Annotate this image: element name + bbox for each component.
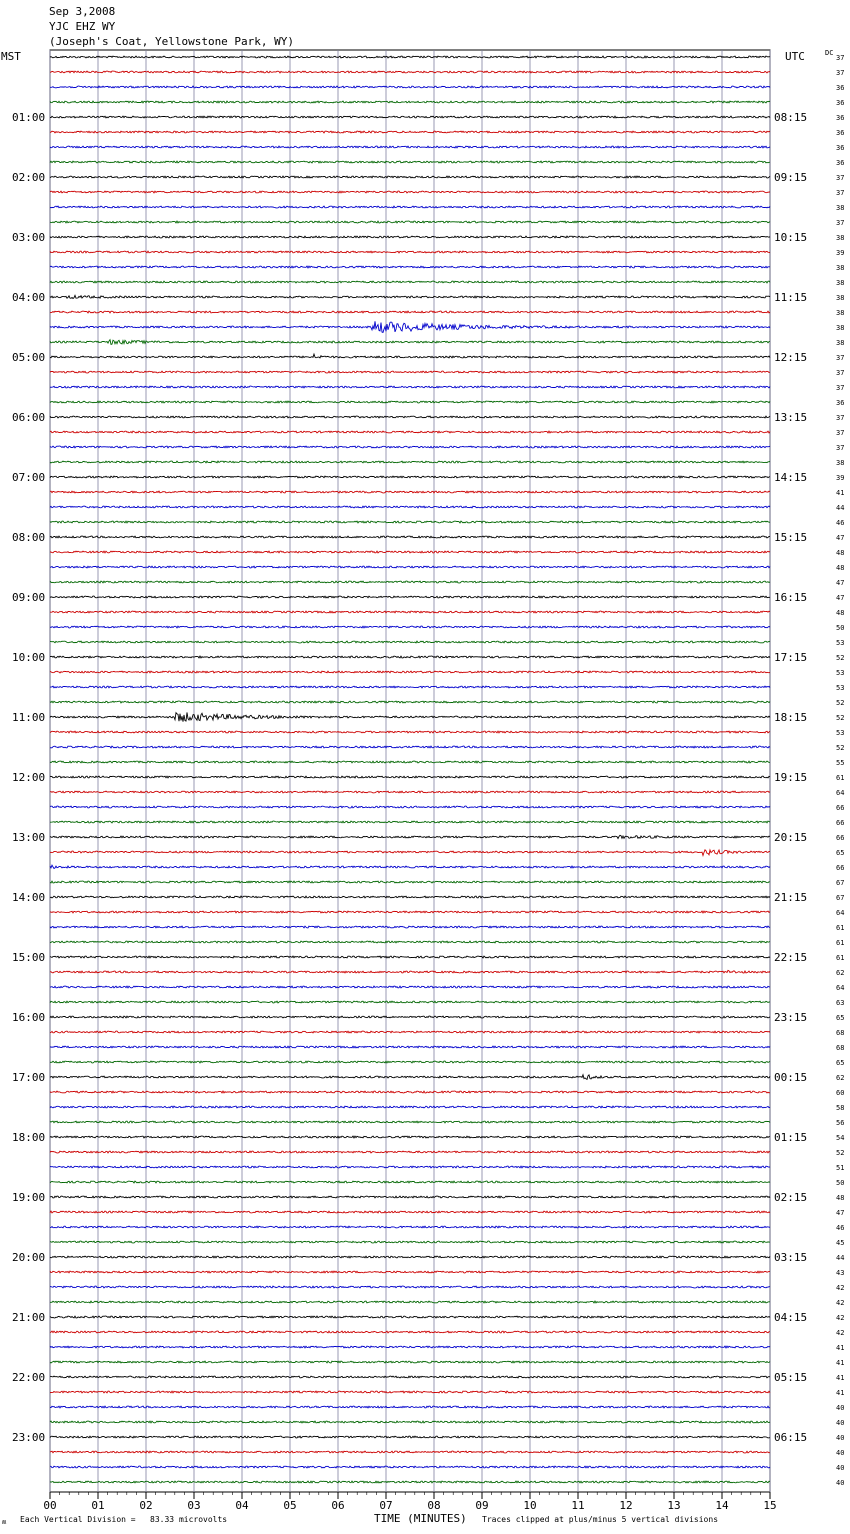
seismic-trace (50, 206, 770, 208)
seismic-trace (50, 941, 770, 943)
x-tick-label: 13 (667, 1499, 681, 1512)
seismic-trace (50, 1391, 770, 1393)
right-hour-label: 21:15 (774, 891, 808, 904)
right-hour-label: 10:15 (774, 231, 808, 244)
dc-offset-value: 45 (836, 1239, 845, 1247)
seismic-trace (50, 1346, 770, 1348)
seismic-trace (50, 116, 770, 118)
seismic-trace (50, 566, 770, 568)
dc-offset-value: 64 (836, 789, 845, 797)
seismic-trace (50, 1481, 770, 1483)
seismic-trace (50, 1121, 770, 1123)
dc-offset-value: 38 (836, 459, 845, 467)
left-hour-label: 12:00 (12, 771, 46, 784)
seismic-trace (50, 1046, 770, 1048)
seismic-trace (50, 521, 770, 523)
seismic-trace (50, 641, 770, 643)
corner-mark: ʍ (2, 1518, 7, 1526)
dc-offset-value: 40 (836, 1479, 845, 1487)
dc-offset-value: 65 (836, 1014, 845, 1022)
dc-offset-value: 64 (836, 909, 845, 917)
dc-offset-value: 44 (836, 504, 845, 512)
seismic-trace (50, 416, 770, 418)
right-hour-label: 17:15 (774, 651, 808, 664)
seismic-trace (50, 1466, 770, 1468)
right-hour-label: 14:15 (774, 471, 808, 484)
dc-offset-value: 53 (836, 669, 845, 677)
x-tick-label: 02 (139, 1499, 153, 1512)
seismic-trace (50, 850, 770, 856)
dc-offset-value: 40 (836, 1434, 845, 1442)
dc-offset-value: 65 (836, 1059, 845, 1067)
left-hour-label: 17:00 (12, 1071, 46, 1084)
left-hour-label: 22:00 (12, 1371, 46, 1384)
scale-note: Each Vertical Division = 83.33 microvolts (20, 1515, 228, 1524)
seismic-trace (50, 371, 770, 373)
x-tick-label: 09 (475, 1499, 489, 1512)
dc-offset-value: 42 (836, 1329, 845, 1337)
dc-offset-value: 61 (836, 939, 845, 947)
dc-offset-value: 38 (836, 234, 845, 242)
dc-offset-value: 37 (836, 369, 845, 377)
dc-offset-value: 36 (836, 399, 845, 407)
seismic-trace (50, 1406, 770, 1408)
dc-offset-value: 41 (836, 1359, 845, 1367)
seismic-trace (50, 626, 770, 628)
right-hour-label: 00:15 (774, 1071, 808, 1084)
left-hour-label: 20:00 (12, 1251, 46, 1264)
left-hour-label: 15:00 (12, 951, 46, 964)
seismic-trace (50, 1181, 770, 1183)
dc-offset-value: 48 (836, 609, 845, 617)
dc-offset-value: 56 (836, 1119, 845, 1127)
right-hour-label: 22:15 (774, 951, 808, 964)
seismic-trace (50, 321, 770, 332)
seismic-trace (50, 401, 770, 403)
dc-offset-value: 37 (836, 384, 845, 392)
dc-offset-value: 67 (836, 879, 845, 887)
seismic-trace (50, 191, 770, 193)
seismic-trace (50, 311, 770, 313)
seismic-trace (50, 776, 770, 778)
left-hour-label: 10:00 (12, 651, 46, 664)
dc-offset-value: 40 (836, 1449, 845, 1457)
left-hour-label: 01:00 (12, 111, 46, 124)
dc-offset-value: 47 (836, 594, 845, 602)
x-tick-label: 04 (235, 1499, 249, 1512)
dc-offset-value: 60 (836, 1089, 845, 1097)
left-hour-label: 11:00 (12, 711, 46, 724)
seismic-trace (50, 1361, 770, 1363)
record-date: Sep 3,2008 (49, 5, 116, 18)
dc-offset-value: 58 (836, 1104, 845, 1112)
dc-offset-value: 52 (836, 699, 845, 707)
dc-offset-value: 52 (836, 744, 845, 752)
dc-offset-value: 66 (836, 834, 845, 842)
right-hour-label: 23:15 (774, 1011, 808, 1024)
dc-offset-value: 53 (836, 729, 845, 737)
dc-offset-value: 46 (836, 519, 845, 527)
x-tick-label: 07 (379, 1499, 393, 1512)
seismic-trace (50, 1256, 770, 1258)
dc-offset-value: 52 (836, 654, 845, 662)
seismic-trace (50, 506, 770, 508)
dc-offset-value: 38 (836, 294, 845, 302)
seismic-trace (50, 340, 770, 345)
dc-offset-value: 67 (836, 894, 845, 902)
dc-offset-value: 37 (836, 219, 845, 227)
seismic-trace (50, 956, 770, 958)
x-tick-label: 15 (763, 1499, 777, 1512)
left-hour-label: 16:00 (12, 1011, 46, 1024)
right-hour-label: 20:15 (774, 831, 808, 844)
dc-offset-value: 38 (836, 309, 845, 317)
left-hour-label: 03:00 (12, 231, 46, 244)
x-tick-label: 01 (91, 1499, 105, 1512)
seismic-trace (50, 821, 770, 823)
x-tick-label: 10 (523, 1499, 537, 1512)
seismic-trace (50, 1286, 770, 1288)
seismic-trace (50, 1166, 770, 1168)
x-tick-label: 06 (331, 1499, 345, 1512)
seismic-trace (50, 746, 770, 748)
dc-offset-value: 63 (836, 999, 845, 1007)
dc-offset-value: 46 (836, 1224, 845, 1232)
left-hour-label: 08:00 (12, 531, 46, 544)
dc-offset-value: 61 (836, 954, 845, 962)
dc-offset-value: 38 (836, 204, 845, 212)
dc-offset-value: 47 (836, 579, 845, 587)
seismic-trace (50, 1136, 770, 1138)
dc-offset-value: 68 (836, 1029, 845, 1037)
seismic-trace (50, 176, 770, 178)
dc-offset-value: 37 (836, 414, 845, 422)
dc-offset-value: 44 (836, 1254, 845, 1262)
seismic-trace (50, 656, 770, 658)
right-hour-label: 09:15 (774, 171, 808, 184)
seismic-trace (50, 71, 770, 73)
dc-offset-value: 36 (836, 84, 845, 92)
seismic-trace (50, 161, 770, 163)
dc-offset-value: 41 (836, 1389, 845, 1397)
right-hour-label: 04:15 (774, 1311, 808, 1324)
dc-offset-value: 37 (836, 354, 845, 362)
seismic-trace (50, 596, 770, 598)
dc-offset-value: 37 (836, 444, 845, 452)
right-hour-label: 08:15 (774, 111, 808, 124)
seismic-trace (50, 806, 770, 808)
seismic-trace (50, 1031, 770, 1033)
dc-offset-value: 61 (836, 924, 845, 932)
dc-offset-value: 36 (836, 159, 845, 167)
dc-offset-value: 37 (836, 69, 845, 77)
dc-offset-value: 43 (836, 1269, 845, 1277)
seismic-trace (50, 686, 770, 688)
right-hour-label: 16:15 (774, 591, 808, 604)
dc-offset-value: 50 (836, 1179, 845, 1187)
seismic-trace (50, 1301, 770, 1303)
left-hour-label: 07:00 (12, 471, 46, 484)
seismic-trace (50, 731, 770, 733)
right-hour-label: 11:15 (774, 291, 808, 304)
seismic-trace (50, 281, 770, 283)
left-hour-label: 19:00 (12, 1191, 46, 1204)
left-hour-label: 14:00 (12, 891, 46, 904)
seismic-trace (50, 1075, 770, 1080)
dc-offset-value: 65 (836, 849, 845, 857)
right-hour-label: 06:15 (774, 1431, 808, 1444)
left-hour-label: 18:00 (12, 1131, 46, 1144)
dc-offset-value: 37 (836, 54, 845, 62)
left-hour-label: 04:00 (12, 291, 46, 304)
left-hour-label: 06:00 (12, 411, 46, 424)
seismic-trace (50, 295, 770, 298)
seismic-trace (50, 56, 770, 58)
x-axis-label: TIME (MINUTES) (374, 1512, 467, 1525)
seismic-trace (50, 131, 770, 133)
seismic-trace (50, 491, 770, 493)
right-hour-label: 03:15 (774, 1251, 808, 1264)
x-tick-label: 03 (187, 1499, 201, 1512)
left-hour-label: 09:00 (12, 591, 46, 604)
dc-offset-value: 42 (836, 1299, 845, 1307)
seismic-trace (50, 1316, 770, 1318)
dc-offset-value: 48 (836, 549, 845, 557)
dc-offset-value: 36 (836, 114, 845, 122)
seismic-trace (50, 611, 770, 613)
seismic-trace (50, 1436, 770, 1438)
left-hour-label: 23:00 (12, 1431, 46, 1444)
seismic-trace (50, 896, 770, 898)
dc-offset-value: 62 (836, 969, 845, 977)
seismic-trace (50, 1091, 770, 1093)
dc-offset-value: 38 (836, 279, 845, 287)
seismic-trace (50, 1376, 770, 1378)
seismic-trace (50, 386, 770, 388)
dc-offset-value: 37 (836, 189, 845, 197)
seismic-trace (50, 1421, 770, 1423)
dc-offset-value: 47 (836, 534, 845, 542)
seismic-trace (50, 251, 770, 253)
seismic-trace (50, 1226, 770, 1228)
seismic-trace (50, 446, 770, 448)
seismic-trace (50, 86, 770, 88)
x-tick-label: 08 (427, 1499, 441, 1512)
seismic-trace (50, 1001, 770, 1003)
dc-offset-value: 66 (836, 864, 845, 872)
dc-offset-value: 36 (836, 99, 845, 107)
seismic-trace (50, 146, 770, 148)
dc-offset-value: 41 (836, 1344, 845, 1352)
seismic-trace (50, 1061, 770, 1063)
seismic-trace (50, 1451, 770, 1453)
dc-offset-value: 48 (836, 1194, 845, 1202)
left-hour-label: 05:00 (12, 351, 46, 364)
left-hour-label: 21:00 (12, 1311, 46, 1324)
seismic-trace (50, 431, 770, 433)
seismic-trace (50, 536, 770, 538)
dc-offset-value: 54 (836, 1134, 845, 1142)
right-hour-label: 15:15 (774, 531, 808, 544)
seismic-trace (50, 1271, 770, 1273)
x-tick-label: 14 (715, 1499, 729, 1512)
dc-offset-value: 39 (836, 249, 845, 257)
seismic-trace (50, 881, 770, 883)
seismic-trace (50, 671, 770, 673)
dc-offset-value: 53 (836, 684, 845, 692)
dc-offset-value: 47 (836, 1209, 845, 1217)
seismic-trace (50, 266, 770, 268)
x-tick-label: 00 (43, 1499, 57, 1512)
station-location: (Joseph's Coat, Yellowstone Park, WY) (49, 35, 295, 48)
seismic-trace (50, 354, 770, 358)
dc-offset-value: 64 (836, 984, 845, 992)
seismic-trace (50, 835, 770, 838)
right-hour-label: 01:15 (774, 1131, 808, 1144)
seismic-trace (50, 926, 770, 928)
dc-offset-value: 36 (836, 129, 845, 137)
dc-offset-value: 68 (836, 1044, 845, 1052)
dc-offset-value: 40 (836, 1464, 845, 1472)
dc-offset-value: 41 (836, 1374, 845, 1382)
right-hour-label: 12:15 (774, 351, 808, 364)
seismic-trace (50, 551, 770, 553)
dc-offset-value: 38 (836, 339, 845, 347)
dc-offset-value: 40 (836, 1419, 845, 1427)
dc-offset-value: 53 (836, 639, 845, 647)
dc-offset-value: 40 (836, 1404, 845, 1412)
right-hour-label: 05:15 (774, 1371, 808, 1384)
dc-offset-value: 51 (836, 1164, 845, 1172)
seismic-trace (50, 461, 770, 463)
clipping-note: Traces clipped at plus/minus 5 vertical divisions (482, 1515, 719, 1524)
plot-frame (50, 50, 770, 1492)
seismic-trace (50, 701, 770, 703)
seismic-trace (50, 221, 770, 223)
right-hour-label: 02:15 (774, 1191, 808, 1204)
dc-offset-value: 38 (836, 324, 845, 332)
dc-offset-value: 36 (836, 144, 845, 152)
dc-offset-value: 38 (836, 264, 845, 272)
seismic-trace (50, 101, 770, 103)
dc-offset-value: 42 (836, 1284, 845, 1292)
seismic-trace (50, 1241, 770, 1243)
right-hour-label: 18:15 (774, 711, 808, 724)
dc-offset-value: 50 (836, 624, 845, 632)
left-hour-label: 13:00 (12, 831, 46, 844)
seismic-trace (50, 1016, 770, 1018)
dc-offset-value: 48 (836, 564, 845, 572)
seismic-trace (50, 1211, 770, 1213)
seismic-trace (50, 865, 770, 868)
seismic-trace (50, 1331, 770, 1333)
dc-offset-value: 66 (836, 819, 845, 827)
right-hour-label: 19:15 (774, 771, 808, 784)
seismic-trace (50, 581, 770, 583)
seismic-trace (50, 986, 770, 988)
x-tick-label: 05 (283, 1499, 297, 1512)
seismic-trace (50, 970, 770, 973)
dc-offset-value: 66 (836, 804, 845, 812)
dc-offset-value: 52 (836, 714, 845, 722)
seismic-trace (50, 236, 770, 238)
dc-offset-value: 37 (836, 429, 845, 437)
x-tick-label: 11 (571, 1499, 585, 1512)
x-tick-label: 12 (619, 1499, 633, 1512)
seismic-trace (50, 1196, 770, 1198)
seismic-trace (50, 1106, 770, 1108)
dc-offset-header: DC (825, 49, 834, 57)
dc-offset-value: 55 (836, 759, 845, 767)
seismic-trace (50, 712, 770, 721)
seismic-trace (50, 791, 770, 793)
seismic-trace (50, 761, 770, 763)
dc-offset-value: 37 (836, 174, 845, 182)
right-hour-label: 13:15 (774, 411, 808, 424)
seismic-trace (50, 1151, 770, 1153)
seismic-trace (50, 911, 770, 913)
station-code: YJC EHZ WY (49, 20, 116, 33)
dc-offset-value: 62 (836, 1074, 845, 1082)
dc-offset-value: 42 (836, 1314, 845, 1322)
dc-offset-value: 39 (836, 474, 845, 482)
dc-offset-value: 61 (836, 774, 845, 782)
seismic-trace (50, 476, 770, 478)
left-timezone-label: MST (1, 50, 21, 63)
right-timezone-label: UTC (785, 50, 805, 63)
dc-offset-value: 41 (836, 489, 845, 497)
left-hour-label: 02:00 (12, 171, 46, 184)
dc-offset-value: 52 (836, 1149, 845, 1157)
